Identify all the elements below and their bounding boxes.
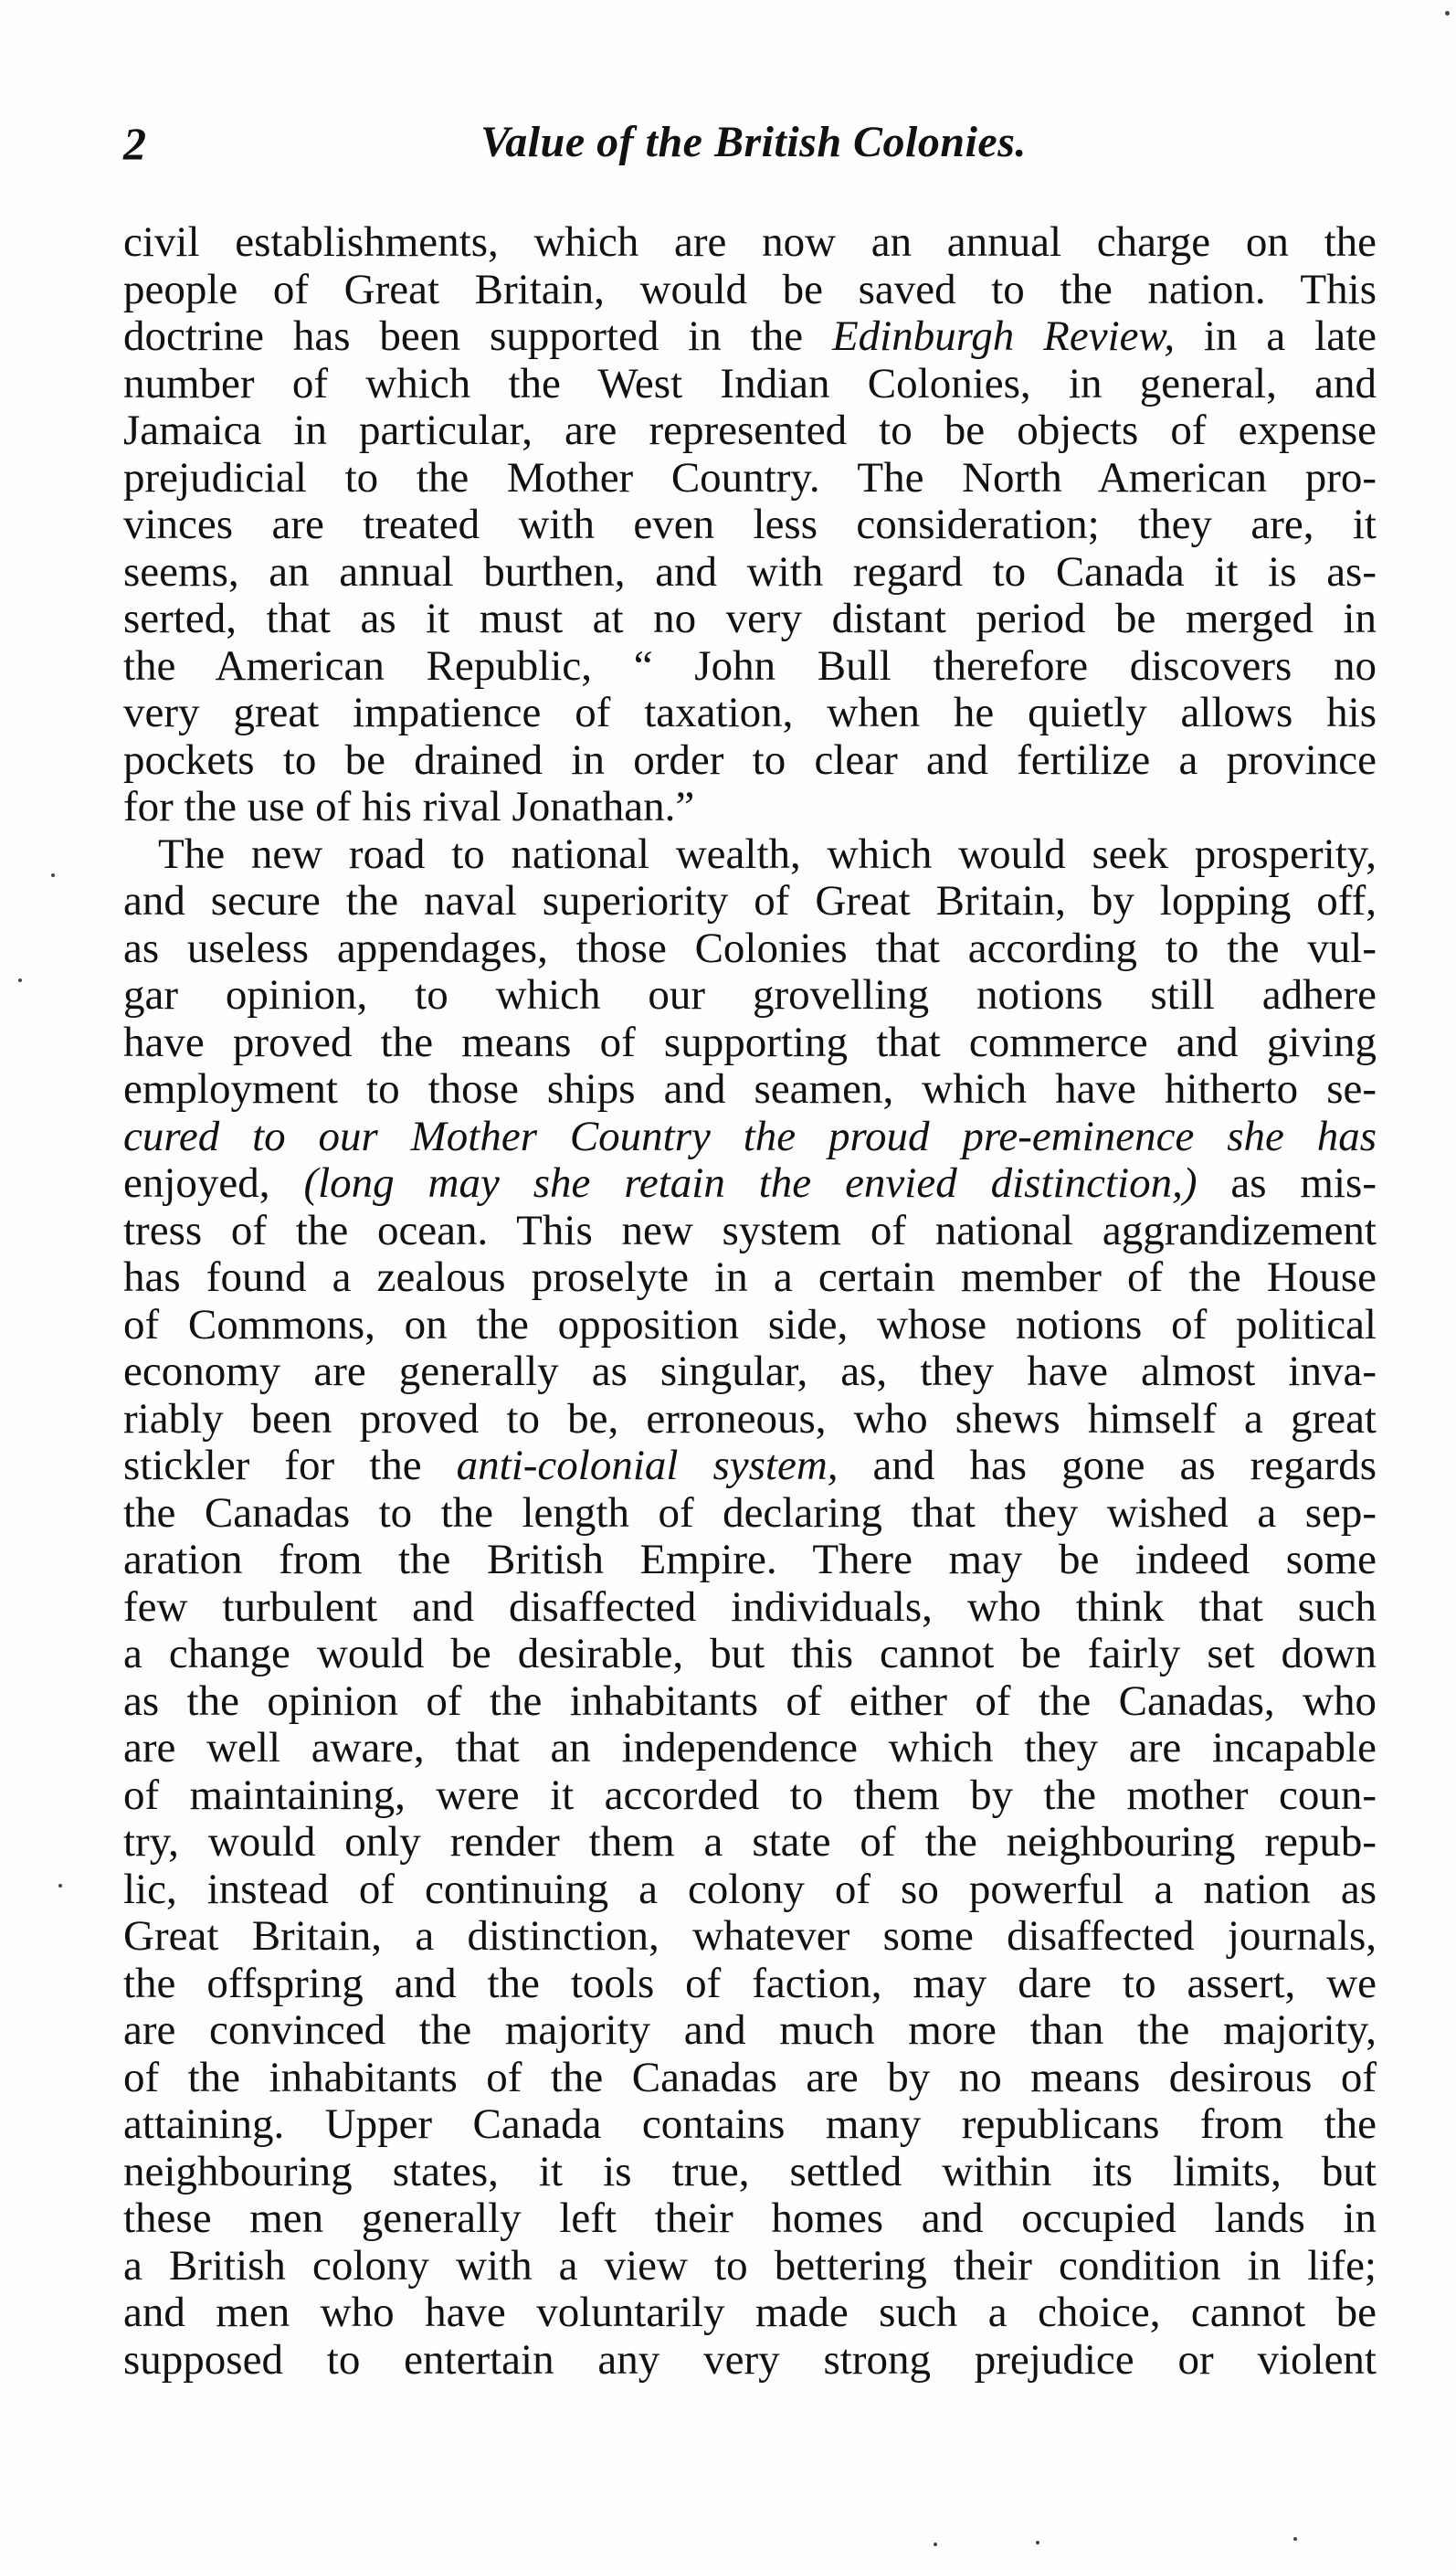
- text-line: of the inhabitants of the Canadas are by no means desirous of: [123, 2053, 1377, 2101]
- text-line: and men who have voluntarily made such a choice, cannot be: [123, 2289, 1377, 2336]
- text-line: enjoyed, (long may she retain the envied distinction,) as mis-: [123, 1159, 1377, 1207]
- ink-speck: [1445, 11, 1450, 16]
- text-line: the American Republic, “ John Bull therefore discovers no: [123, 641, 1377, 690]
- text-line: civil establishments, which are now an annual charge on the: [123, 218, 1377, 266]
- text-line: the offspring and the tools of faction, may dare to assert, we: [123, 1959, 1377, 2007]
- page-number: 2: [123, 118, 146, 169]
- text-line: a change would be desirable, but this cannot be fairly set down: [123, 1630, 1377, 1677]
- text-line: of maintaining, were it accorded to them by the mother coun-: [123, 1771, 1377, 1819]
- text-line: the Canadas to the length of declaring that they wished a sep-: [123, 1488, 1377, 1537]
- ink-speck: [51, 873, 55, 877]
- ink-speck: [1293, 2537, 1297, 2541]
- text-line: have proved the means of supporting that commerce and giving: [123, 1018, 1377, 1066]
- text-line: has found a zealous proselyte in a certain member of the House: [123, 1253, 1377, 1301]
- text-line: these men generally left their homes and occupied lands in: [123, 2195, 1377, 2242]
- text-line: riably been proved to be, erroneous, who shews himself a great: [123, 1394, 1377, 1443]
- page-header: [123, 117, 1384, 181]
- text-line: few turbulent and disaffected individuals, who think that such: [123, 1582, 1377, 1631]
- text-line: prejudicial to the Mother Country. The North American pro-: [123, 453, 1377, 502]
- text-line: as the opinion of the inhabitants of either of the Canadas, who: [123, 1676, 1377, 1725]
- text-line: very great impatience of taxation, when he quietly allows his: [123, 689, 1377, 736]
- text-line: lic, instead of continuing a colony of so powerful a nation as: [123, 1865, 1377, 1913]
- text-line: aration from the British Empire. There may be indeed some: [123, 1536, 1377, 1583]
- text-line: gar opinion, to which our grovelling notions still adhere: [123, 971, 1377, 1019]
- text-line: doctrine has been supported in the Edinburgh Review, in a late: [123, 312, 1377, 360]
- text-line: as useless appendages, those Colonies that according to the vul-: [123, 924, 1377, 972]
- body-text: [123, 219, 1377, 2384]
- text-line: Jamaica in particular, are represented to be objects of expense: [123, 407, 1377, 454]
- text-line: a British colony with a view to bettering their condition in life;: [123, 2241, 1377, 2290]
- text-line: vinces are treated with even less consideration; they are, it: [123, 501, 1377, 548]
- text-line: are convinced the majority and much more than the majority,: [123, 2006, 1377, 2054]
- text-line: number of which the West Indian Colonies, in general, and: [123, 359, 1377, 407]
- text-line: employment to those ships and seamen, which have hitherto se-: [123, 1065, 1377, 1113]
- text-line: try, would only render them a state of the neighbouring repub-: [123, 1818, 1377, 1866]
- ink-speck: [58, 1884, 62, 1888]
- text-line: pockets to be drained in order to clear and fertilize a province: [123, 735, 1377, 784]
- text-line: economy are generally as singular, as, they have almost inva-: [123, 1348, 1377, 1395]
- text-line: tress of the ocean. This new system of national aggrandizement: [123, 1206, 1377, 1254]
- text-line: cured to our Mother Country the proud pre-eminence she has: [123, 1112, 1377, 1160]
- text-line: attaining. Upper Canada contains many republicans from the: [123, 2100, 1377, 2148]
- ink-speck: [934, 2543, 937, 2546]
- text-line: are well aware, that an independence which they are incapable: [123, 1724, 1377, 1772]
- ink-speck: [1036, 2541, 1039, 2544]
- text-line: Great Britain, a distinction, whatever some disaffected journals,: [123, 1912, 1377, 1960]
- text-line: seems, an annual burthen, and with regard to Canada it is as-: [123, 547, 1377, 596]
- text-line: of Commons, on the opposition side, whose notions of political: [123, 1300, 1377, 1348]
- running-title: Value of the British Colonies.: [480, 118, 1027, 166]
- text-line: and secure the naval superiority of Great Britain, by lopping off,: [123, 877, 1377, 925]
- text-line: people of Great Britain, would be saved to the nation. This: [123, 265, 1377, 313]
- text-line: neighbouring states, it is true, settled within its limits, but: [123, 2147, 1377, 2195]
- text-line: The new road to national wealth, which would seek prosperity,: [158, 830, 1377, 878]
- text-line: serted, that as it must at no very distant period be merged in: [123, 595, 1377, 642]
- text-line: for the use of his rival Jonathan.”: [123, 783, 695, 830]
- text-line: supposed to entertain any very strong prejudice or violent: [123, 2335, 1377, 2384]
- ink-speck: [18, 978, 22, 982]
- text-line: stickler for the anti-colonial system, and has gone as regards: [123, 1442, 1377, 1489]
